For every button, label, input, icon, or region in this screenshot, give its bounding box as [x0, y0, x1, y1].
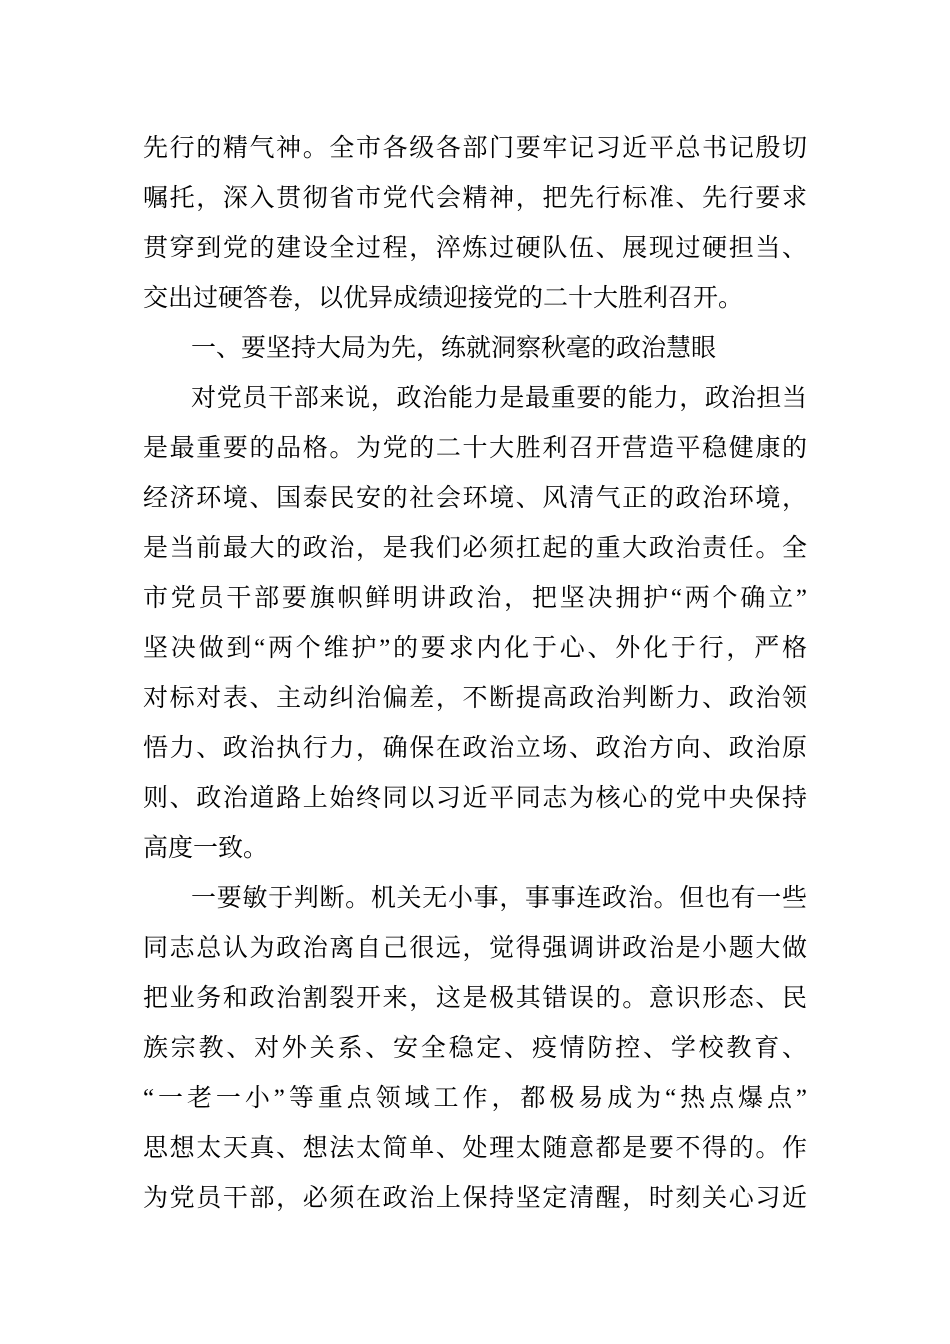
text-line: 嘱托，深入贯彻省市党代会精神，把先行标准、先行要求 — [143, 185, 807, 212]
text-block — [143, 124, 807, 1224]
text-line: 把业务和政治割裂开来，这是极其错误的。意识形态、民 — [143, 985, 807, 1012]
text-line: 高度一致。 — [143, 835, 269, 862]
text-line: 悟力、政治执行力，确保在政治立场、政治方向、政治原 — [143, 735, 807, 762]
text-line: 则、政治道路上始终同以习近平同志为核心的党中央保持 — [143, 785, 807, 812]
text-line: 对标对表、主动纠治偏差，不断提高政治判断力、政治领 — [143, 685, 807, 712]
text-line: 交出过硬答卷，以优异成绩迎接党的二十大胜利召开。 — [143, 285, 744, 312]
text-line: 经济环境、国泰民安的社会环境、风清气正的政治环境， — [143, 485, 807, 512]
text-line: 族宗教、对外关系、安全稳定、疫情防控、学校教育、 — [143, 1035, 807, 1062]
text-line: 贯穿到党的建设全过程，淬炼过硬队伍、展现过硬担当、 — [143, 235, 807, 262]
text-line: 一、要坚持大局为先，练就洞察秋毫的政治慧眼 — [191, 335, 717, 362]
text-line: 对党员干部来说，政治能力是最重要的能力，政治担当 — [191, 385, 807, 412]
text-line: “一老一小”等重点领域工作，都极易成为“热点爆点” — [143, 1085, 807, 1112]
text-line: 是最重要的品格。为党的二十大胜利召开营造平稳健康的 — [143, 435, 807, 462]
text-line: 同志总认为政治离自己很远，觉得强调讲政治是小题大做 — [143, 935, 807, 962]
text-line: 一要敏于判断。机关无小事，事事连政治。但也有一些 — [191, 885, 807, 912]
text-line: 市党员干部要旗帜鲜明讲政治，把坚决拥护“两个确立” — [143, 585, 807, 612]
text-line: 思想太天真、想法太简单、处理太随意都是要不得的。作 — [143, 1135, 807, 1162]
text-line: 坚决做到“两个维护”的要求内化于心、外化于行，严格 — [143, 635, 807, 662]
text-line: 先行的精气神。全市各级各部门要牢记习近平总书记殷切 — [143, 135, 807, 162]
text-line: 为党员干部，必须在政治上保持坚定清醒，时刻关心习近 — [143, 1185, 807, 1212]
text-line: 是当前最大的政治，是我们必须扛起的重大政治责任。全 — [143, 535, 807, 562]
